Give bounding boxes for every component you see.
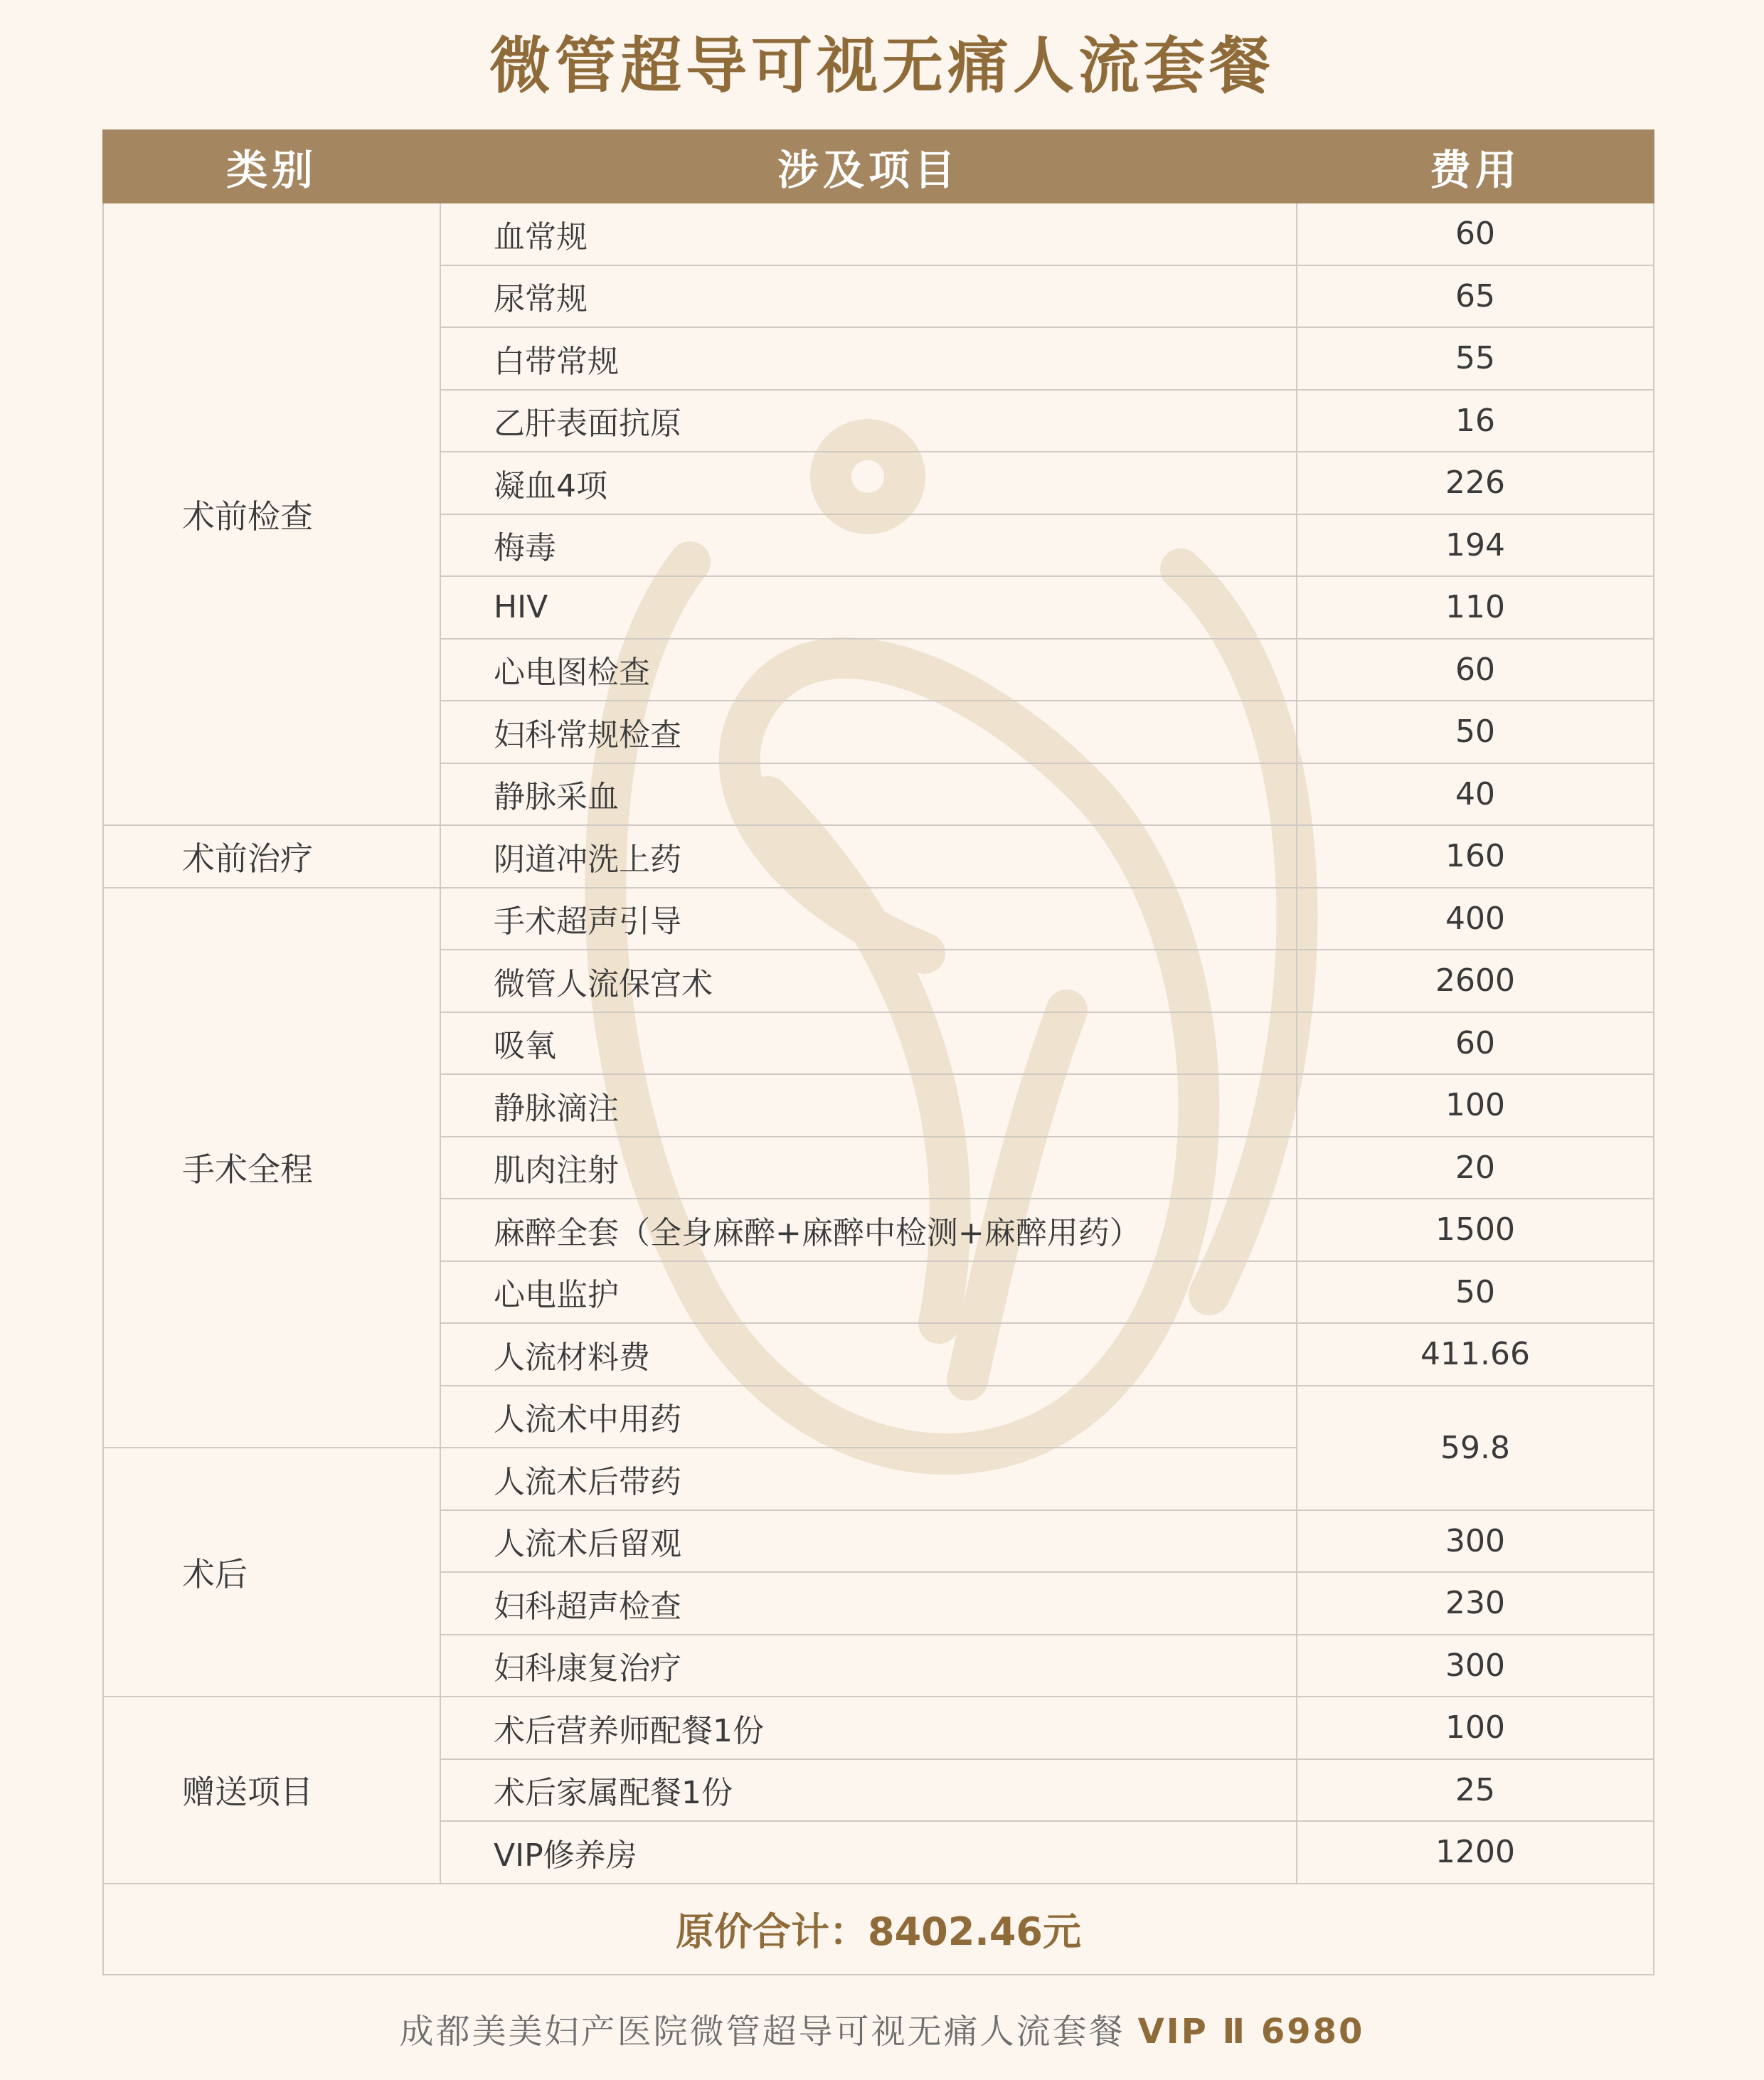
item-name: 乙肝表面抗原 bbox=[440, 390, 1297, 452]
item-name: 术后营养师配餐1份 bbox=[440, 1697, 1297, 1759]
header-fee: 费用 bbox=[1297, 130, 1654, 203]
header-category: 类别 bbox=[103, 130, 440, 203]
item-name: 人流术中用药 bbox=[440, 1386, 1297, 1448]
item-name: 微管人流保宫术 bbox=[440, 950, 1297, 1012]
item-fee: 60 bbox=[1297, 1012, 1654, 1075]
item-fee: 40 bbox=[1297, 763, 1654, 826]
item-fee: 1200 bbox=[1297, 1821, 1654, 1884]
category-gift: 赠送项目 bbox=[103, 1697, 440, 1884]
category-surgery: 手术全程 bbox=[103, 888, 440, 1448]
page-title: 微管超导可视无痛人流套餐 bbox=[489, 31, 1275, 102]
footer bbox=[0, 2003, 1764, 2060]
category-pre-exam: 术前检查 bbox=[103, 203, 440, 825]
item-fee: 55 bbox=[1297, 327, 1654, 390]
item-fee: 100 bbox=[1297, 1074, 1654, 1137]
item-name: 凝血4项 bbox=[440, 452, 1297, 514]
item-name: 手术超声引导 bbox=[440, 888, 1297, 950]
item-name: 肌肉注射 bbox=[440, 1137, 1297, 1199]
item-fee: 59.8 bbox=[1297, 1386, 1654, 1510]
vip-price: VIP Ⅱ 6980 bbox=[1137, 2012, 1365, 2052]
item-name: 麻醉全套（全身麻醉+麻醉中检测+麻醉用药） bbox=[440, 1199, 1297, 1261]
item-fee: 411.66 bbox=[1297, 1323, 1654, 1386]
item-name: 心电图检查 bbox=[440, 639, 1297, 701]
item-fee: 20 bbox=[1297, 1137, 1654, 1199]
item-name: 静脉采血 bbox=[440, 763, 1297, 826]
total-price: 原价合计：8402.46元 bbox=[103, 1884, 1654, 1975]
item-fee: 226 bbox=[1297, 452, 1654, 514]
item-name: 阴道冲洗上药 bbox=[440, 825, 1297, 888]
item-fee: 65 bbox=[1297, 265, 1654, 328]
item-fee: 50 bbox=[1297, 701, 1654, 763]
item-name: 妇科康复治疗 bbox=[440, 1635, 1297, 1697]
total-row bbox=[103, 1884, 1654, 1975]
item-name: 梅毒 bbox=[440, 514, 1297, 577]
item-fee: 60 bbox=[1297, 203, 1654, 265]
item-name: 血常规 bbox=[440, 203, 1297, 265]
item-fee: 400 bbox=[1297, 888, 1654, 950]
item-name: 人流术后带药 bbox=[440, 1448, 1297, 1510]
item-fee: 100 bbox=[1297, 1697, 1654, 1759]
item-fee: 2600 bbox=[1297, 950, 1654, 1012]
item-fee: 160 bbox=[1297, 825, 1654, 888]
item-name: 妇科常规检查 bbox=[440, 701, 1297, 763]
item-name: 术后家属配餐1份 bbox=[440, 1759, 1297, 1822]
header-items: 涉及项目 bbox=[440, 130, 1297, 203]
item-fee: 1500 bbox=[1297, 1199, 1654, 1261]
item-name: 妇科超声检查 bbox=[440, 1572, 1297, 1635]
table-header-row bbox=[103, 130, 1654, 203]
item-fee: 230 bbox=[1297, 1572, 1654, 1635]
item-fee: 300 bbox=[1297, 1510, 1654, 1573]
item-name: 静脉滴注 bbox=[440, 1074, 1297, 1137]
footer-text: 成都美美妇产医院微管超导可视无痛人流套餐 bbox=[399, 2012, 1125, 2052]
item-fee: 25 bbox=[1297, 1759, 1654, 1822]
table-row bbox=[103, 1697, 1654, 1759]
package-table bbox=[102, 129, 1654, 1975]
category-post: 术后 bbox=[103, 1448, 440, 1697]
item-fee: 110 bbox=[1297, 576, 1654, 639]
item-name: 尿常规 bbox=[440, 265, 1297, 328]
item-fee: 16 bbox=[1297, 390, 1654, 452]
item-name: 白带常规 bbox=[440, 327, 1297, 390]
item-name: HIV bbox=[440, 576, 1297, 639]
item-name: VIP修养房 bbox=[440, 1821, 1297, 1884]
item-fee: 194 bbox=[1297, 514, 1654, 577]
table-row bbox=[103, 825, 1654, 888]
item-fee: 300 bbox=[1297, 1635, 1654, 1697]
item-name: 人流材料费 bbox=[440, 1323, 1297, 1386]
category-pre-treatment: 术前治疗 bbox=[103, 825, 440, 888]
table-row bbox=[103, 203, 1654, 265]
item-name: 吸氧 bbox=[440, 1012, 1297, 1075]
table-row bbox=[103, 888, 1654, 950]
item-name: 人流术后留观 bbox=[440, 1510, 1297, 1573]
item-fee: 50 bbox=[1297, 1261, 1654, 1324]
item-fee: 60 bbox=[1297, 639, 1654, 701]
item-name: 心电监护 bbox=[440, 1261, 1297, 1324]
